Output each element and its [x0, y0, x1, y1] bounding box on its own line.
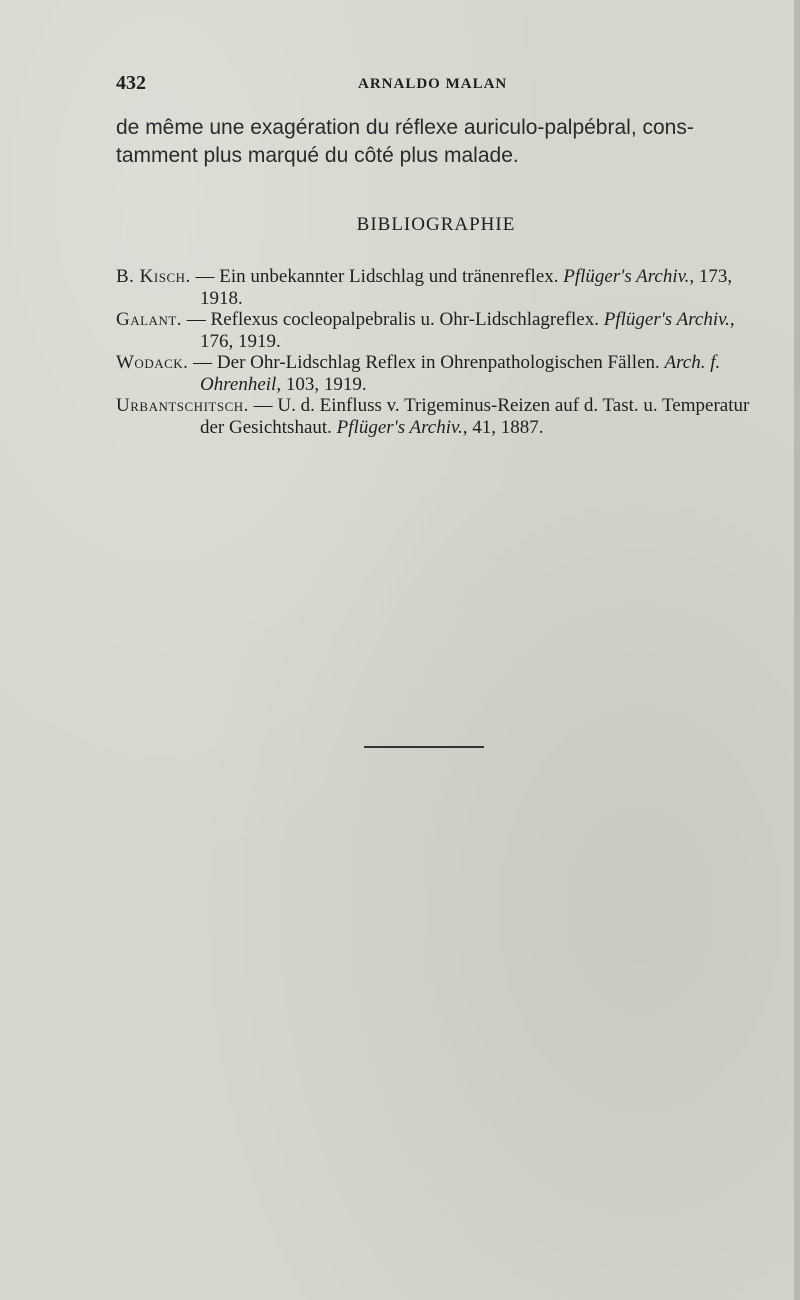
entry-text: — Reflexus cocleopalpebralis u. Ohr-Lidschlagreflex.: [182, 309, 604, 330]
entry-author: Urbantschitsch.: [116, 395, 249, 416]
entry-citation: , 176, 1919.: [200, 309, 735, 352]
bibliography-entry-kisch: [116, 266, 756, 309]
entry-author: Wodack.: [116, 352, 189, 373]
entry-text: — Ein unbekannter Lidschlag und tränenreflex.: [190, 266, 564, 287]
body-paragraph: [116, 114, 756, 170]
section-divider: [364, 746, 484, 748]
bibliography-list: [116, 266, 756, 438]
entry-journal: Pflüger's Archiv.: [603, 309, 730, 330]
bibliography-title: BIBLIOGRAPHIE: [356, 214, 516, 235]
page-header: [116, 72, 756, 100]
running-head: ARNALDO MALAN: [358, 76, 508, 92]
entry-author: Galant.: [116, 309, 183, 330]
entry-journal: Pflüger's Archiv.: [563, 266, 690, 287]
page-edge: [794, 0, 800, 1300]
body-line-2: tamment plus marqué du côté plus malade.: [116, 144, 519, 167]
entry-text: — Der Ohr-Lidschlag Reflex in Ohrenpathologischen Fällen.: [188, 352, 665, 373]
entry-journal: Pflüger's Archiv.: [336, 416, 463, 438]
entry-citation: , 173, 1918.: [200, 266, 733, 309]
bibliography-entry-urbantschitsch: [116, 395, 756, 438]
entry-journal: Arch. f. Ohrenheil: [200, 352, 721, 395]
entry-text: — U. d. Einfluss v. Trigeminus-Reizen auf d. Tast. u. Temperatur der Gesichtshaut.: [200, 395, 750, 438]
entry-citation: , 103, 1919.: [276, 373, 367, 395]
body-line-1: de même une exagération du réflexe auriculo-palpébral, cons-: [116, 116, 694, 139]
bibliography-entry-galant: [116, 309, 756, 352]
entry-citation: , 41, 1887.: [462, 416, 544, 438]
bibliography-entry-wodack: [116, 352, 756, 395]
page-number: 432: [116, 72, 146, 94]
entry-author: B. Kisch.: [116, 266, 191, 287]
